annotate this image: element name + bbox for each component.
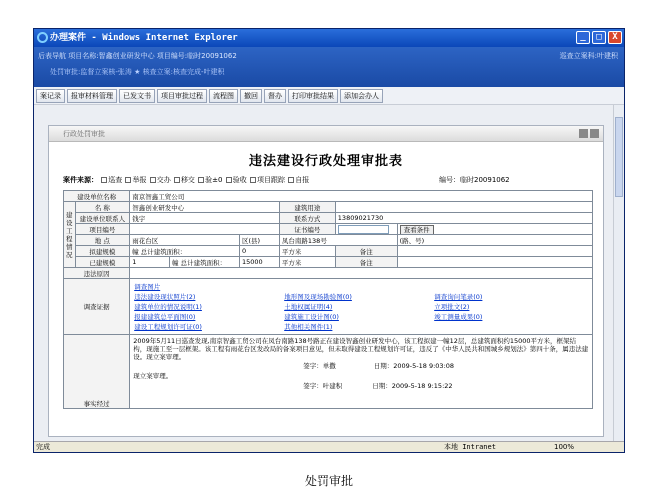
banner-workflow-line: 处罚审批:监督立案核-张涛 ★ 核查立案:核查完成-叶建积 [50,68,225,76]
planned-note-label: 备注 [335,246,397,257]
content-area [34,105,614,443]
illegal-reason-label: 违法原因 [64,268,130,279]
case-source-option: 验±0 [205,176,223,184]
status-bar [34,441,624,452]
planned-label: 拟建规模 [75,246,130,257]
case-source-checkbox[interactable] [198,177,204,183]
case-source-option: 举报 [132,176,147,184]
built-label: 已建规模 [75,257,130,268]
case-source-checkbox[interactable] [174,177,180,183]
project-no-label: 项目编号 [75,224,130,235]
app-banner [34,47,624,87]
district-unit: 区(县) [239,235,279,246]
toolbar-button-withdraw[interactable]: 撤回 [240,89,262,103]
case-source-checkbox[interactable] [101,177,107,183]
scrollbar-thumb[interactable] [615,117,623,197]
toolbar-button-print[interactable]: 打印审批结果 [288,89,338,103]
browser-window [33,28,625,453]
project-side-label: 建设工程情况 [64,202,76,268]
evidence-link[interactable]: 竣工测量成果(0) [434,312,483,321]
date-2: 日期：2009-5-18 9:15:22 [372,382,453,390]
lookup-cell [397,224,592,235]
evidence-label: 调查证据 [64,279,130,335]
case-source-option: 巡查 [108,176,123,184]
panel-title: 行政处罚审批 [63,130,105,138]
toolbar-button-supervise[interactable]: 督办 [264,89,286,103]
name-label: 名 称 [75,202,130,213]
evidence-link[interactable]: 立项批文(2) [434,302,470,311]
signature-1: 签字：单撒 [303,362,336,370]
project-no-field[interactable] [130,224,280,235]
date-1: 日期：2009-5-18 9:03:08 [373,362,455,370]
banner-project-line: 后表导航 项目名称:智鑫创业研发中心 项目编号:临时20091062 [38,52,237,60]
approval-panel [48,125,604,437]
district-value: 雨花台区 [130,235,240,246]
case-source-option: 交办 [156,176,171,184]
case-source-option: 项目跟踪 [256,176,285,184]
built-unit: 幢 总计建筑面积： [170,257,240,268]
planned-unit: 幢 总计建筑面积： [130,246,240,257]
toolbar-button-flowchart[interactable]: 流程图 [209,89,238,103]
built-count: 1 [130,257,170,268]
evidence-link[interactable]: 地形图及现场勘验图(0) [284,292,352,301]
planned-area-unit: 平方米 [279,246,335,257]
use-field[interactable] [335,202,592,213]
use-label: 建筑用途 [279,202,335,213]
builder-label: 建设单位名称 [64,191,130,202]
facts-label: 事实经过 [64,335,130,409]
evidence-link[interactable]: 建筑施工设计图(0) [284,312,339,321]
evidence-link[interactable]: 调查询问笔录(0) [434,292,483,301]
evidence-link[interactable]: 其他相关图件(1) [284,322,333,331]
built-area: 15000 [239,257,279,268]
name-value: 智鑫创业研发中心 [130,202,280,213]
facts-content [130,335,593,409]
evidence-link[interactable]: 建设工程规划许可证(0) [134,322,202,331]
planned-note-field[interactable] [397,246,592,257]
phone-value: 13809021730 [335,213,592,224]
approval-form-table [63,190,593,409]
lookup-button[interactable]: 查看条件 [400,225,434,235]
case-source-checkbox[interactable] [226,177,232,183]
window-title: 办理案件 - Windows Internet Explorer [50,33,238,43]
security-zone: 本地 Intranet [444,443,496,451]
form-number: 编号：临时20091062 [439,176,510,184]
phone-label: 联系方式 [279,213,335,224]
built-note-label: 备注 [335,257,397,268]
panel-header [49,126,603,142]
signature-2: 签字：叶建积 [303,382,343,390]
case-source-label: 案件来源： [63,176,98,184]
toolbar-button-documents[interactable]: 已发文书 [119,89,155,103]
close-button[interactable]: X [608,31,622,44]
case-source-option: 验收 [232,176,247,184]
road-suffix: (路、号) [397,235,592,246]
zoom-level[interactable]: 100% [554,443,575,451]
evidence-link[interactable]: 建筑单位的情况说明(1) [134,302,202,311]
title-bar [34,29,624,47]
minimize-button[interactable]: _ [576,31,590,44]
evidence-link[interactable]: 违法建设现状照片(2) [134,292,196,301]
planned-area: 0 [239,246,279,257]
case-source-checkbox[interactable] [150,177,156,183]
toolbar-button-process[interactable]: 项目审批过程 [157,89,207,103]
facts-text: 2009年5月11日巡查发现,南京智鑫工贸公司在凤台南路138号路正在建设智鑫创业研发中心，该工程拟建一幢12层，总建筑面积约15000平方米，框架结构，现施工至一层框架。该工程有雨花台区发改局的备案项目意见，但未取得建设工程规划许可证，违反了《中华人民共和国城乡规划法》第四十条，属违法建设。现立案审理。 [133,337,589,361]
built-note-field[interactable] [397,257,592,268]
panel-close-icon[interactable] [590,129,599,138]
case-source-checkbox[interactable] [125,177,131,183]
evidence-link[interactable]: 调查图片 [134,282,161,291]
form-title: 违法建设行政处理审批表 [248,154,403,169]
evidence-links [130,279,593,335]
toolbar-button-materials[interactable]: 报审材料管理 [67,89,117,103]
case-source [63,175,309,185]
case-source-row [49,175,603,187]
case-source-checkbox[interactable] [250,177,256,183]
case-source-option: 自报 [295,176,310,184]
road-value: 凤台南路138号 [279,235,397,246]
facts-text-2: 现立案审理。 [133,372,173,380]
case-source-option: 移交 [180,176,195,184]
case-source-checkbox[interactable] [288,177,294,183]
cert-label: 证书编号 [279,224,335,235]
ie-icon [37,32,48,43]
status-text: 完成 [36,443,50,451]
evidence-link[interactable]: 土地权属证明(4) [284,302,333,311]
builder-value: 南京智鑫工贸公司 [130,191,593,202]
panel-collapse-icon[interactable] [579,129,588,138]
cert-field[interactable] [335,224,397,235]
vertical-scrollbar[interactable] [613,105,624,443]
toolbar-button-records[interactable]: 案记录 [36,89,65,103]
contact-label: 建设单位联系人 [75,213,130,224]
toolbar-button-add-handler[interactable]: 添加会办人 [340,89,383,103]
contact-value: 钱宇 [130,213,280,224]
action-toolbar [34,87,624,105]
location-label: 地 点 [75,235,130,246]
illegal-reason-field[interactable] [130,268,593,279]
built-area-unit: 平方米 [279,257,335,268]
evidence-link[interactable]: 报建建筑总平面图(0) [134,312,196,321]
banner-user: 巡查立案科:叶建积 [559,52,618,60]
figure-caption: 处罚审批 [304,474,353,488]
maximize-button[interactable]: □ [592,31,606,44]
